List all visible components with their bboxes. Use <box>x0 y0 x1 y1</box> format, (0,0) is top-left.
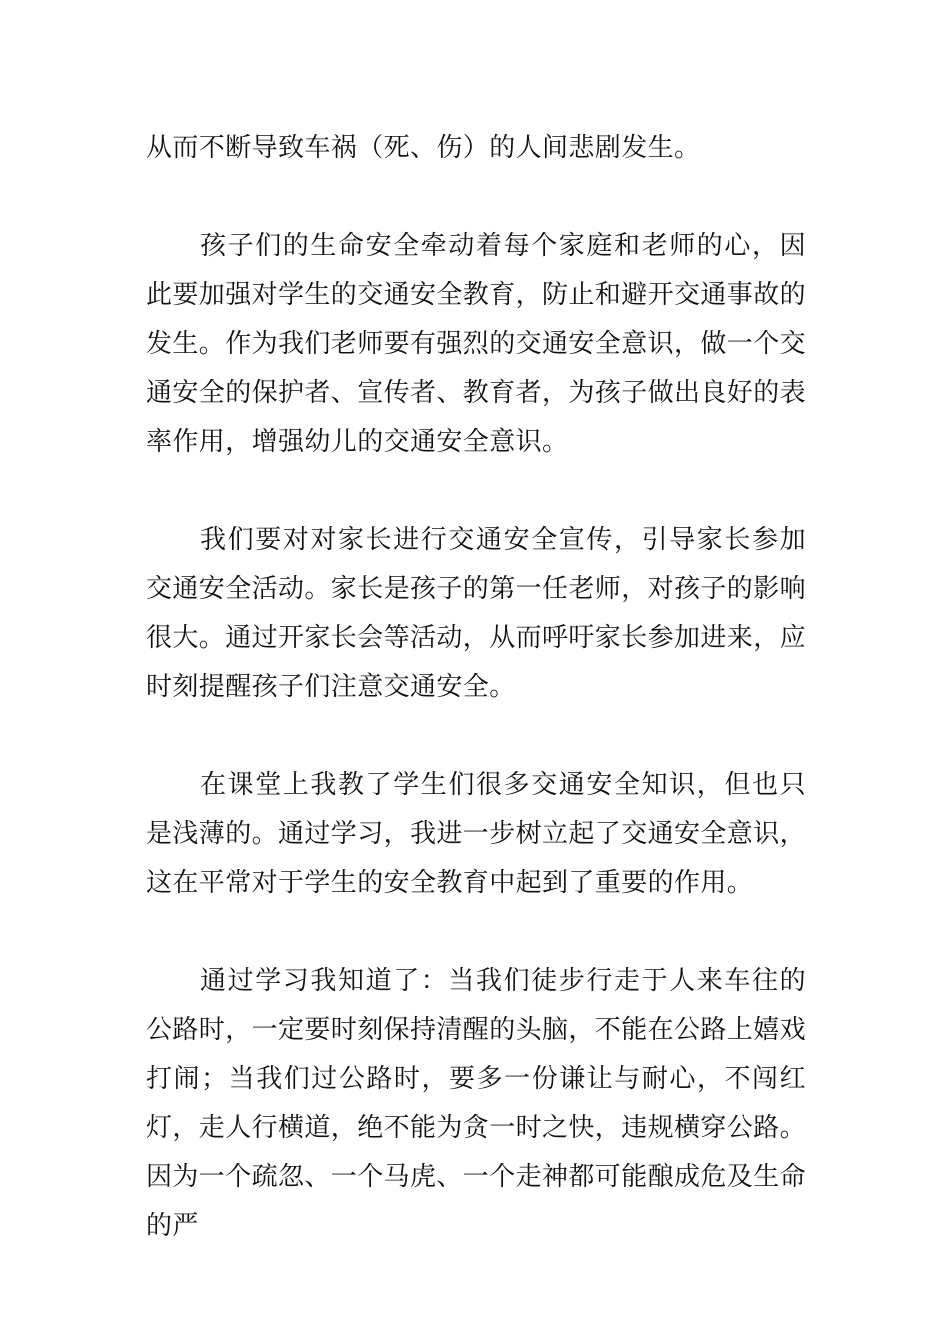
paragraph-gap <box>146 712 806 761</box>
paragraph-gap <box>146 467 806 516</box>
paragraph-3: 我们要对对家长进行交通安全宣传，引导家长参加交通安全活动。家长是孩子的第一任老师，对孩子的影响很大。通过开家长会等活动，从而呼吁家长参加进来，应时刻提醒孩子们注意交通安全。 <box>146 525 807 702</box>
paragraph-5: 通过学习我知道了：当我们徒步行走于人来车往的公路时，一定要时刻保持清醒的头脑，不能在公路上嬉戏打闹；当我们过公路时，要多一份谦让与耐心，不闯红灯，走人行横道，绝不能为贪一时之快，违规横穿公路。因为一个疏忽、一个马虎、一个走神都可能酿成危及生命的严 <box>146 966 807 1241</box>
paragraph-gap <box>146 908 806 957</box>
paragraph-gap <box>146 173 806 222</box>
paragraph-4: 在课堂上我教了学生们很多交通安全知识，但也只是浅薄的。通过学习，我进一步树立起了交通安全意识，这在平常对于学生的安全教育中起到了重要的作用。 <box>146 770 807 898</box>
paragraph-1: 从而不断导致车祸（死、伤）的人间悲剧发生。 <box>146 133 701 163</box>
document-body <box>146 124 806 1251</box>
paragraph-2: 孩子们的生命安全牵动着每个家庭和老师的心，因此要加强对学生的交通安全教育，防止和避开交通事故的发生。作为我们老师要有强烈的交通安全意识，做一个交通安全的保护者、宣传者、教育者，为孩子做出良好的表率作用，增强幼儿的交通安全意识。 <box>146 231 807 457</box>
